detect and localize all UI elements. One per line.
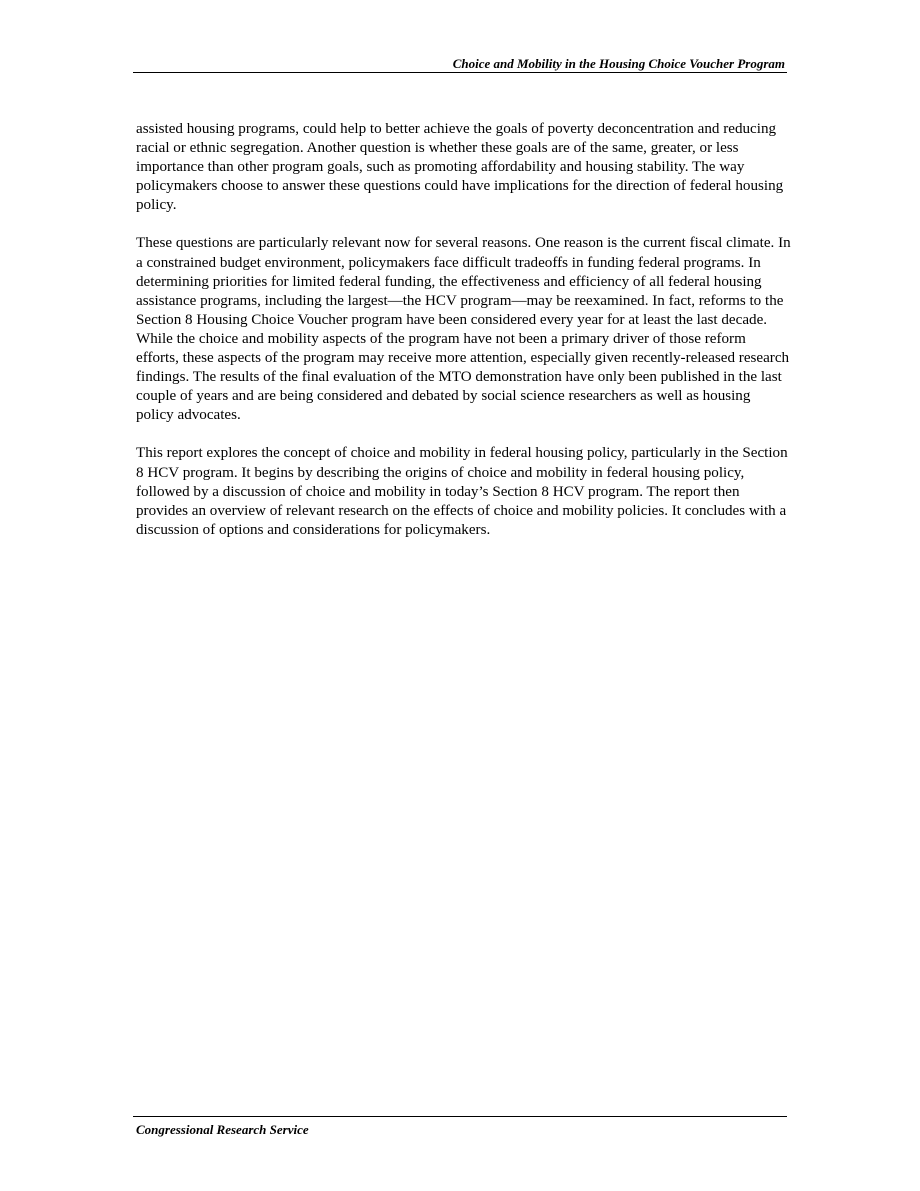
body-paragraph-3: This report explores the concept of choice and mobility in federal housing policy, particularly in the Section 8 HCV program. It begins by describing the origins of choice and mobility in federal housing policy, followed by a discussion of choice and mobility in today’s Section 8 HCV program. The report then provides an overview of relevant research on the effects of choice and mobility policies. It concludes with a discussion of options and considerations for policymakers. xyxy=(136,445,788,538)
body-paragraph-1: assisted housing programs, could help to better achieve the goals of poverty deconcentration and reducing racial or ethnic segregation. Another question is whether these goals are of the same, greater, or less importance than other program goals, such as promoting affordability and housing stability. The way policymakers choose to answer these questions could have implications for the direction of federal housing policy. xyxy=(136,121,784,214)
running-header xyxy=(133,55,787,73)
running-header-title: Choice and Mobility in the Housing Choice Voucher Program xyxy=(452,56,785,71)
footer-publisher: Congressional Research Service xyxy=(136,1122,309,1137)
running-footer xyxy=(133,1116,787,1138)
report-body xyxy=(136,120,791,559)
body-paragraph-2: These questions are particularly relevant now for several reasons. One reason is the current fiscal climate. In a constrained budget environment, policymakers face difficult tradeoffs in funding federal programs. In determining priorities for limited federal funding, the effectiveness and efficiency of all federal housing assistance programs, including the largest—the HCV program—may be reexamined. In fact, reforms to the Section 8 Housing Choice Voucher program have been considered every year for at least the last decade. While the choice and mobility aspects of the program have not been a primary driver of those reform efforts, these aspects of the program may receive more attention, especially given recently-released research findings. The results of the final evaluation of the MTO demonstration have only been published in the last couple of years and are being considered and debated by social science researchers as well as housing policy advocates. xyxy=(136,235,791,424)
